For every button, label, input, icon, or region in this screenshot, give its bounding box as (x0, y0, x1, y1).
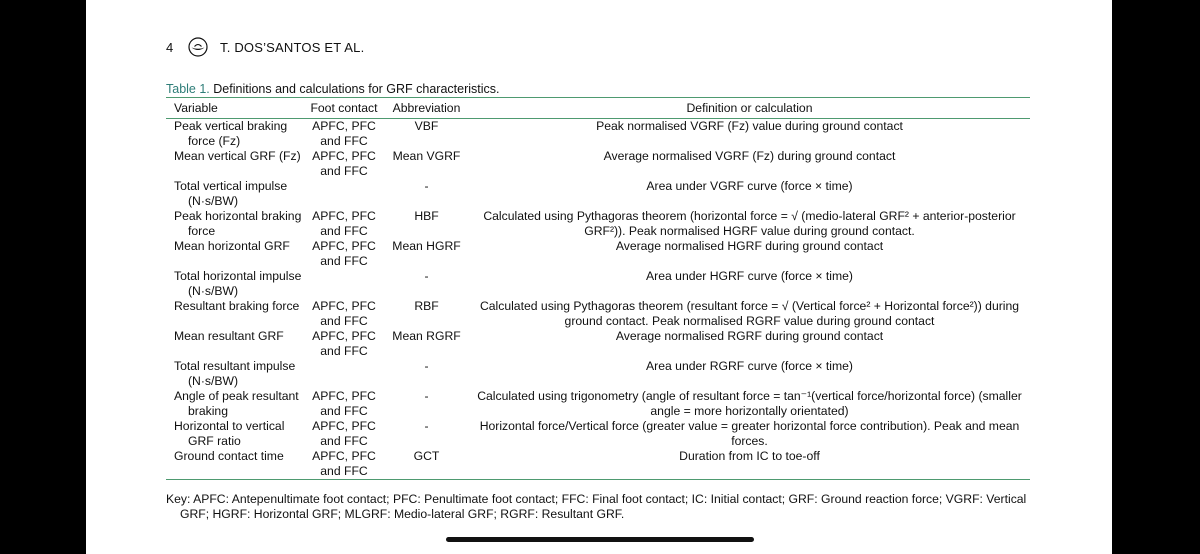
cell-foot-contact: APFC, PFC and FFC (312, 329, 376, 358)
table-header-row (166, 98, 1030, 119)
cell-variable: Total horizontal impulse (N·s/BW) (174, 269, 302, 298)
cell-variable: Peak horizontal braking force (174, 209, 302, 238)
cell-definition: Peak normalised VGRF (Fz) value during ground contact (596, 119, 903, 133)
cell-foot-contact: APFC, PFC and FFC (312, 239, 376, 268)
cell-abbreviation: Mean HGRF (392, 239, 461, 253)
cell-variable: Ground contact time (174, 449, 284, 463)
table-row (166, 269, 1030, 299)
cell-definition: Area under HGRF curve (force × time) (646, 269, 853, 283)
column-header-variable: Variable (166, 98, 304, 119)
cell-definition: Area under VGRF curve (force × time) (646, 179, 853, 193)
table-row (166, 149, 1030, 179)
table-caption-text: Definitions and calculations for GRF characteristics. (213, 82, 500, 96)
table-row (166, 449, 1030, 480)
cell-definition: Average normalised HGRF during ground contact (615, 239, 884, 253)
cell-variable: Mean resultant GRF (174, 329, 284, 343)
cell-foot-contact: APFC, PFC and FFC (312, 209, 376, 238)
cell-abbreviation: Mean RGRF (392, 329, 461, 343)
column-header-definition: Definition or calculation (469, 98, 1030, 119)
cell-abbreviation: - (424, 269, 429, 283)
cell-variable: Mean vertical GRF (Fz) (174, 149, 301, 163)
cell-foot-contact: APFC, PFC and FFC (304, 449, 384, 480)
cell-foot-contact: APFC, PFC and FFC (312, 299, 376, 328)
cell-abbreviation: - (424, 419, 429, 433)
table-row (166, 299, 1030, 329)
table-row (166, 239, 1030, 269)
home-indicator-bar[interactable] (446, 537, 754, 542)
cell-variable: Total resultant impulse (N·s/BW) (174, 359, 296, 388)
cell-foot-contact: APFC, PFC and FFC (312, 119, 376, 148)
cell-abbreviation: HBF (414, 209, 439, 223)
cell-variable: Resultant braking force (174, 299, 300, 313)
running-header (166, 38, 364, 56)
cell-abbreviation: Mean VGRF (392, 149, 461, 163)
table-caption (166, 82, 500, 96)
cell-variable: Peak vertical braking force (Fz) (174, 119, 288, 148)
cell-variable: Mean horizontal GRF (174, 239, 290, 253)
page-number: 4 (166, 39, 174, 55)
cell-abbreviation: - (424, 179, 429, 193)
cell-foot-contact: APFC, PFC and FFC (312, 389, 376, 418)
cell-definition: Duration from IC to toe-off (469, 449, 1030, 480)
cell-abbreviation: - (424, 389, 429, 403)
cell-abbreviation: - (424, 359, 429, 373)
cell-definition: Average normalised VGRF (Fz) during ground contact (603, 149, 896, 163)
table-row (166, 389, 1030, 419)
column-header-foot-contact: Foot contact (304, 98, 384, 119)
document-page (86, 0, 1112, 554)
table-row (166, 329, 1030, 359)
cell-foot-contact (304, 179, 384, 209)
table-caption-label: Table 1. (166, 82, 210, 96)
cell-definition: Calculated using Pythagoras theorem (resultant force = √ (Vertical force² + Horizontal force²)) during ground contact. Peak normalised RGRF value during ground contact (479, 299, 1020, 328)
publisher-logo-icon (188, 37, 208, 57)
table-row (166, 179, 1030, 209)
table-key-footnote: Key: APFC: Antepenultimate foot contact; PFC: Penultimate foot contact; FFC: Final foot contact; IC: Initial contact; GRF: Ground reaction force; VGRF: Vertical GRF; HGRF: Horizontal GRF; MLGRF: Medio-lateral GRF; RGRF: Resultant GRF. (166, 492, 1027, 521)
cell-definition: Average normalised RGRF during ground contact (615, 329, 884, 343)
cell-foot-contact: APFC, PFC and FFC (312, 419, 376, 448)
table-row (166, 119, 1030, 150)
table-row (166, 359, 1030, 389)
cell-variable: Angle of peak resultant braking (174, 389, 299, 418)
column-header-abbreviation: Abbreviation (384, 98, 469, 119)
cell-definition: Area under RGRF curve (force × time) (646, 359, 853, 373)
cell-variable: Horizontal to vertical GRF ratio (174, 419, 285, 448)
cell-definition: Calculated using trigonometry (angle of resultant force = tan⁻¹(vertical force/horizontal force) (smaller angle = more horizontally orientated) (477, 389, 1022, 418)
cell-definition: Calculated using Pythagoras theorem (horizontal force = √ (medio-lateral GRF² + anterior-posterior GRF²)). Peak normalised HGRF value during ground contact. (483, 209, 1016, 238)
grf-definitions-table (166, 97, 1030, 480)
cell-abbreviation: RBF (414, 299, 439, 313)
cell-variable: Total vertical impulse (N·s/BW) (174, 179, 288, 208)
table-row (166, 209, 1030, 239)
cell-definition: Horizontal force/Vertical force (greater value = greater horizontal force contribution). Peak and mean forces. (479, 419, 1020, 448)
cell-foot-contact: APFC, PFC and FFC (312, 149, 376, 178)
cell-abbreviation: VBF (414, 119, 439, 133)
cell-foot-contact (304, 359, 384, 389)
cell-abbreviation: GCT (384, 449, 469, 480)
running-header-authors: T. DOS’SANTOS ET AL. (220, 39, 365, 55)
cell-foot-contact (304, 269, 384, 299)
table-row (166, 419, 1030, 449)
